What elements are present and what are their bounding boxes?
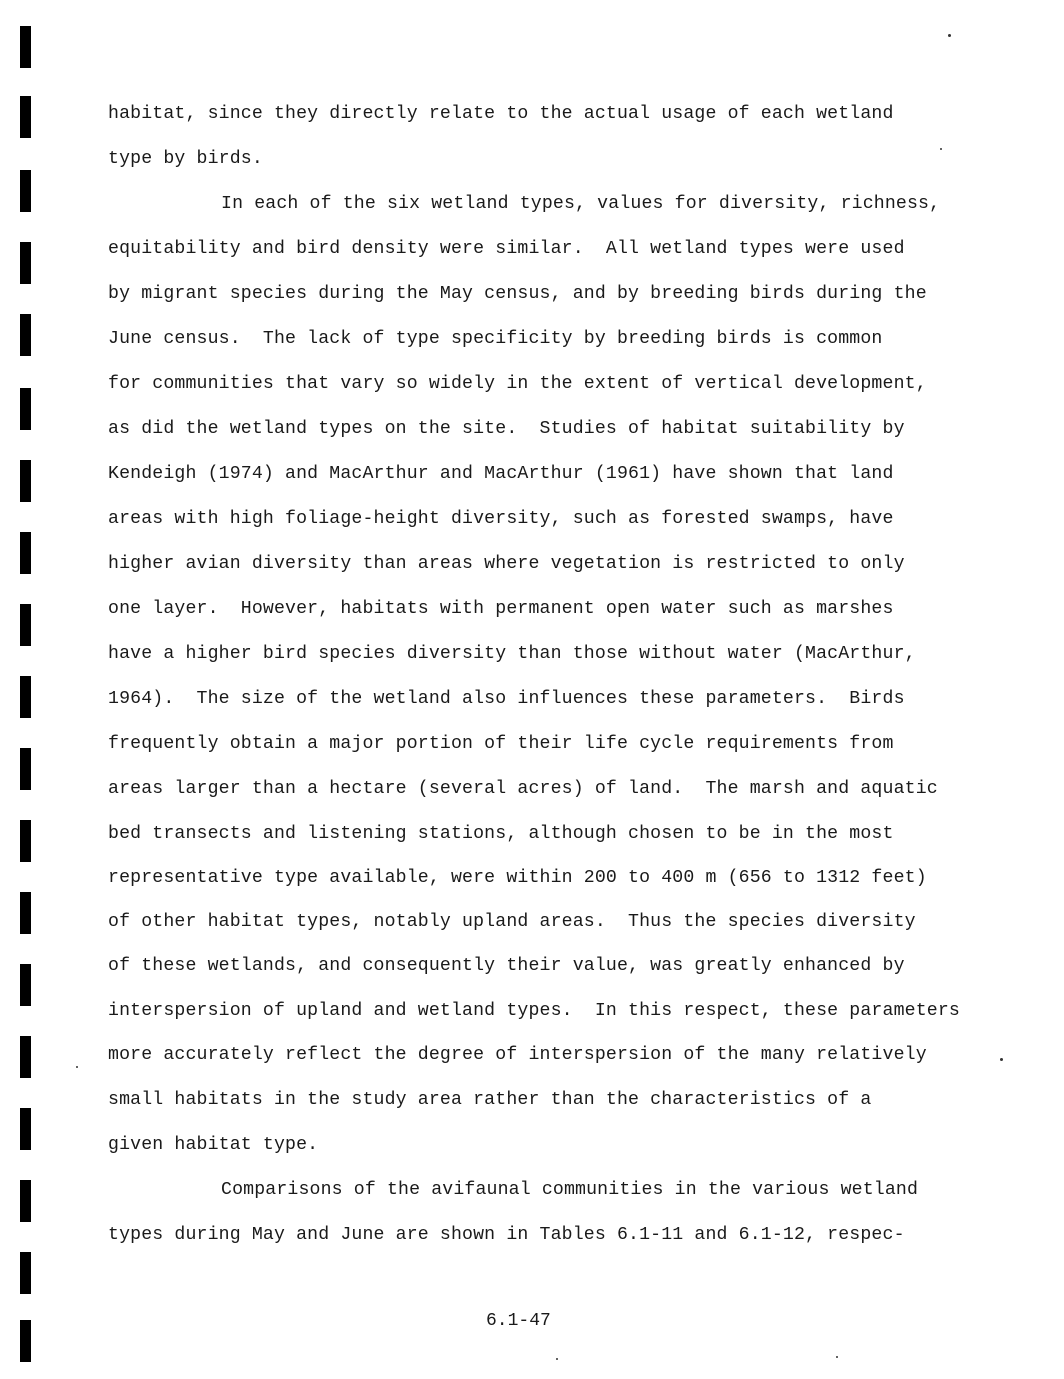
text-line: one layer. However, habitats with permanent open water such as marshes	[108, 599, 894, 619]
margin-mark	[20, 604, 31, 646]
text-line: by migrant species during the May census, and by breeding birds during the	[108, 284, 927, 304]
text-line: have a higher bird species diversity than those without water (MacArthur,	[108, 644, 916, 664]
scan-speck	[556, 1358, 558, 1360]
text-line: bed transects and listening stations, although chosen to be in the most	[108, 824, 894, 844]
text-line: small habitats in the study area rather than the characteristics of a	[108, 1090, 872, 1110]
text-line: of other habitat types, notably upland areas. Thus the species diversity	[108, 912, 916, 932]
margin-mark	[20, 532, 31, 574]
text-line: higher avian diversity than areas where vegetation is restricted to only	[108, 554, 905, 574]
margin-mark	[20, 820, 31, 862]
margin-mark	[20, 676, 31, 718]
text-line: areas with high foliage-height diversity, such as forested swamps, have	[108, 509, 894, 529]
margin-mark	[20, 242, 31, 284]
margin-mark	[20, 1108, 31, 1150]
paragraph-start-line: In each of the six wetland types, values for diversity, richness,	[221, 194, 941, 214]
margin-mark	[20, 26, 31, 68]
text-line: June census. The lack of type specificity by breeding birds is common	[108, 329, 883, 349]
page-number: 6.1-47	[486, 1311, 551, 1331]
text-line: as did the wetland types on the site. Studies of habitat suitability by	[108, 419, 905, 439]
paragraph-start-line: Comparisons of the avifaunal communities in the various wetland	[221, 1180, 919, 1200]
text-line: type by birds.	[108, 149, 263, 169]
margin-mark	[20, 1320, 31, 1362]
margin-mark	[20, 1252, 31, 1294]
scan-speck	[940, 148, 942, 150]
margin-mark	[20, 170, 31, 212]
text-line: types during May and June are shown in Tables 6.1-11 and 6.1-12, respec-	[108, 1225, 905, 1245]
punch-hole-marks	[20, 0, 36, 1379]
text-line: 1964). The size of the wetland also influences these parameters. Birds	[108, 689, 905, 709]
margin-mark	[20, 460, 31, 502]
text-line: equitability and bird density were similar. All wetland types were used	[108, 239, 905, 259]
scan-speck	[836, 1356, 838, 1358]
text-line: representative type available, were within 200 to 400 m (656 to 1312 feet)	[108, 868, 927, 888]
scan-speck	[948, 34, 951, 37]
margin-mark	[20, 1036, 31, 1078]
margin-mark	[20, 1180, 31, 1222]
margin-mark	[20, 964, 31, 1006]
text-line: areas larger than a hectare (several acres) of land. The marsh and aquatic	[108, 779, 938, 799]
text-line: habitat, since they directly relate to the actual usage of each wetland	[108, 104, 894, 124]
margin-mark	[20, 314, 31, 356]
margin-mark	[20, 96, 31, 138]
text-line: for communities that vary so widely in the extent of vertical development,	[108, 374, 927, 394]
scan-speck	[1000, 1058, 1003, 1061]
text-line: of these wetlands, and consequently their value, was greatly enhanced by	[108, 956, 905, 976]
margin-mark	[20, 388, 31, 430]
margin-mark	[20, 892, 31, 934]
text-line: frequently obtain a major portion of their life cycle requirements from	[108, 734, 894, 754]
scan-speck	[76, 1066, 78, 1068]
text-line: given habitat type.	[108, 1135, 319, 1155]
text-line: interspersion of upland and wetland types. In this respect, these parameters	[108, 1001, 960, 1021]
text-line: more accurately reflect the degree of interspersion of the many relatively	[108, 1045, 927, 1065]
margin-mark	[20, 748, 31, 790]
text-line: Kendeigh (1974) and MacArthur and MacArthur (1961) have shown that land	[108, 464, 894, 484]
